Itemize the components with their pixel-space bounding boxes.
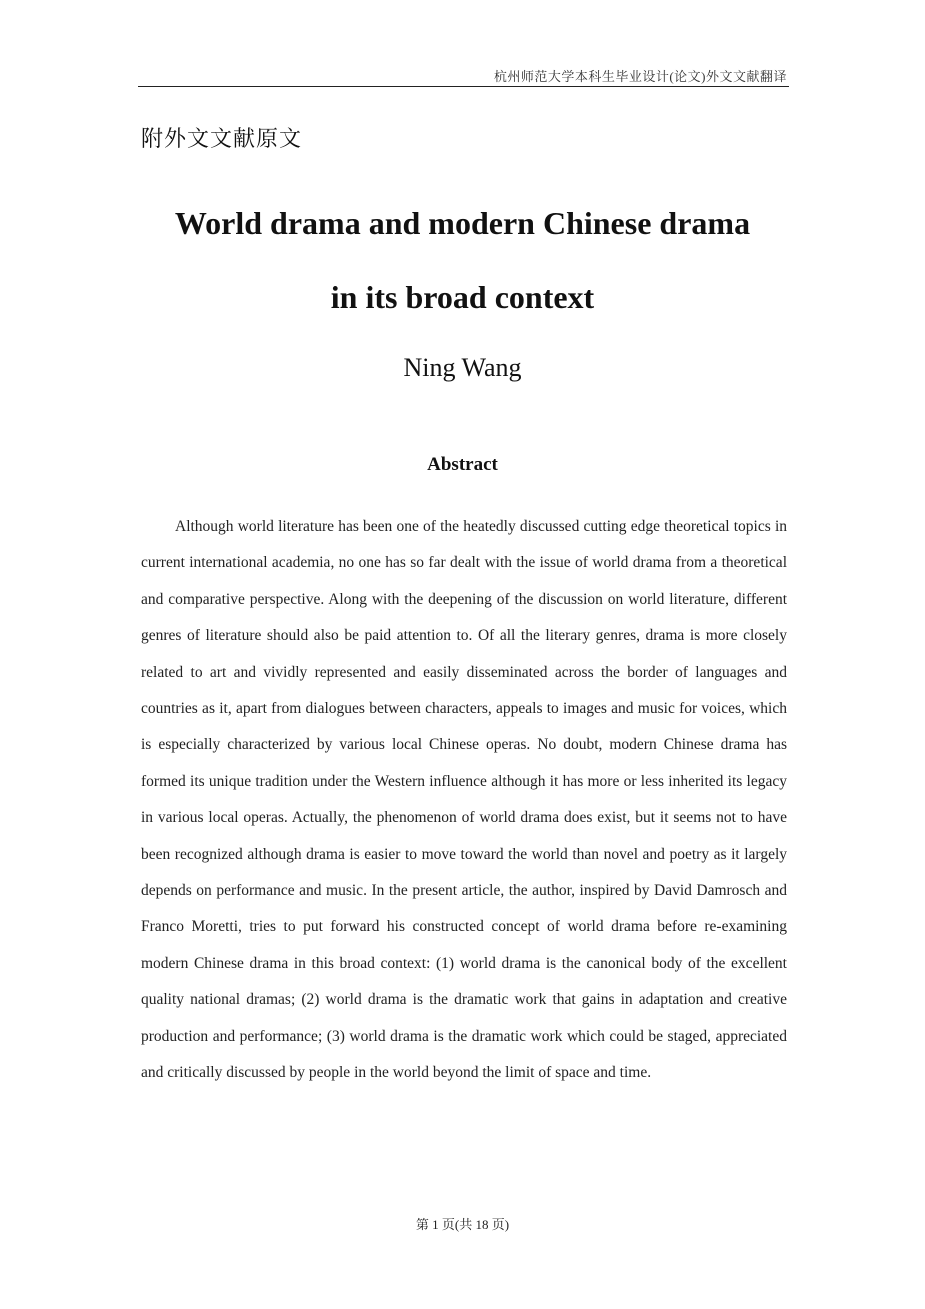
abstract-heading: Abstract (427, 454, 498, 475)
header-divider (138, 86, 789, 87)
author-name: Ning Wang (403, 353, 522, 382)
abstract-paragraph: Although world literature has been one of the heatedly discussed cutting edge theoretical topics in current international academia, no one has so far dealt with the issue of world drama from a theoretical and comparative perspective. Along with the deepening of the discussion on world literature, different genres of literature should also be paid attention to. Of all the literary genres, drama is more closely related to art and vividly represented and easily disseminated across the border of languages and countries as it, apart from dialogues between characters, appeals to images and music for voices, which is especially characterized by various local Chinese operas. No doubt, modern Chinese drama has formed its unique tradition under the Western influence although it has more or less inherited its legacy in various local operas. Actually, the phenomenon of world drama does exist, but it seems not to have been recognized although drama is easier to move toward the world than novel and poetry as it largely depends on performance and music. In the present article, the author, inspired by David Damrosch and Franco Moretti, tries to put forward his constructed concept of world drama before re-examining modern Chinese drama in this broad context: (1) world drama is the canonical body of the excellent quality national dramas; (2) world drama is the dramatic work that gains in adaptation and creative production and performance; (3) world drama is the dramatic work which could be staged, appreciated and critically discussed by people in the world beyond the limit of space and time. (141, 518, 787, 1082)
paper-title-line-1: World drama and modern Chinese drama (174, 205, 751, 241)
section-label: 附外文文献原文 (141, 126, 303, 151)
paper-title-line-2: in its broad context (330, 279, 595, 315)
running-header: 杭州师范大学本科生毕业设计(论文)外文文献翻译 (493, 69, 787, 84)
page-indicator: 第 1 页(共 18 页) (415, 1217, 510, 1232)
